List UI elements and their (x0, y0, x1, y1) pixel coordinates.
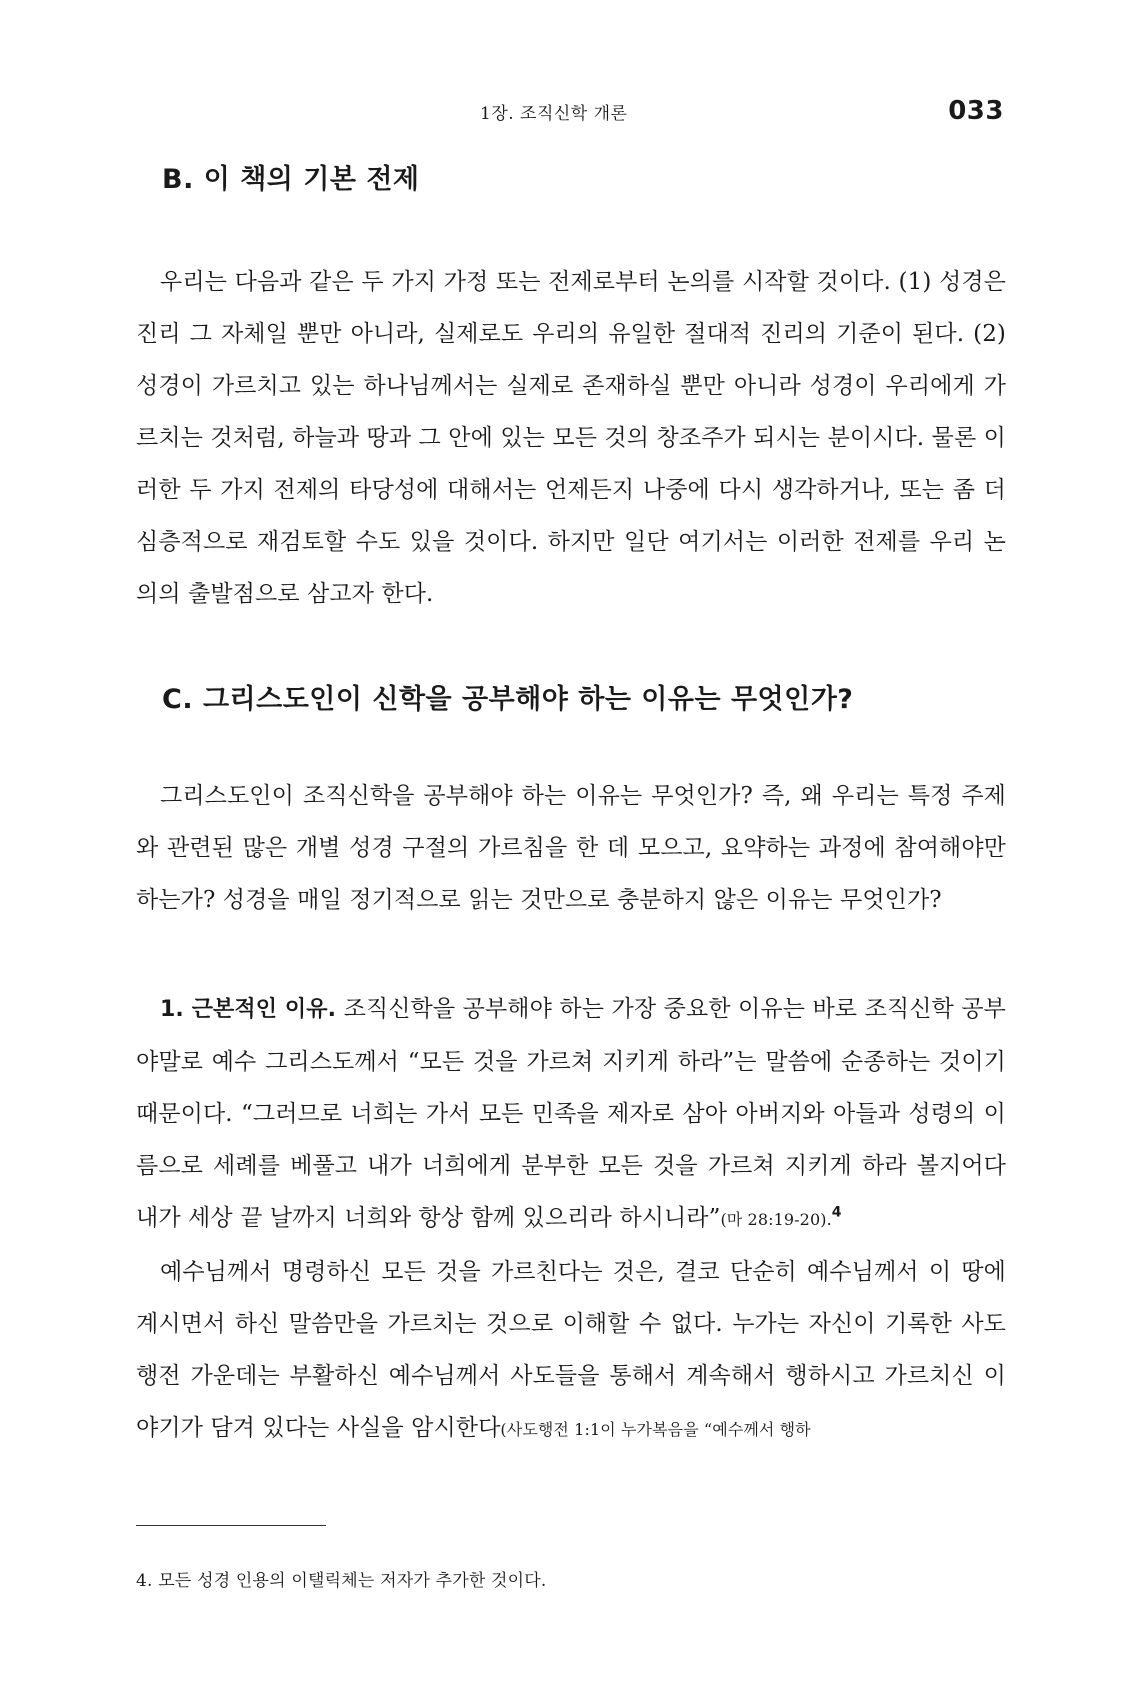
section-c-heading: C. 그리스도인이 신학을 공부해야 하는 이유는 무엇인가? (162, 684, 854, 715)
footnote-divider (136, 1525, 326, 1526)
footnote-reference[interactable]: 4 (831, 1204, 842, 1221)
section-b-heading: B. 이 책의 기본 전제 (162, 164, 420, 195)
subsection-1-paragraph-2 (136, 1246, 1006, 1456)
subsection-1-text-2: 예수님께서 명령하신 모든 것을 가르친다는 것은, 결코 단순히 예수님께서 이 땅에 계시면서 하신 말씀만을 가르치는 것으로 이해할 수 없다. 누가는 자신이 기록한 사도행전 가운데는 부활하신 예수님께서 사도들을 통해서 계속해서 행하시고 가르치신 이야기가 담겨 있다는 사실을 암시한다 (136, 1259, 1006, 1441)
page-number: 033 (948, 96, 1004, 126)
running-head (400, 96, 1004, 126)
scripture-citation: (마 28:19-20). (720, 1210, 832, 1229)
section-b-paragraph: 우리는 다음과 같은 두 가지 가정 또는 전제로부터 논의를 시작할 것이다. (1) 성경은 진리 그 자체일 뿐만 아니라, 실제로도 우리의 유일한 절대적 진리의 기준이 된다. (2) 성경이 가르치고 있는 하나님께서는 실제로 존재하실 뿐만 아니라 성경이 우리에게 가르치는 것처럼, 하늘과 땅과 그 안에 있는 모든 것의 창조주가 되시는 분이시다. 물론 이러한 두 가지 전제의 타당성에 대해서는 언제든지 나중에 다시 생각하거나, 또는 좀 더 심층적으로 재검토할 수도 있을 것이다. 하지만 일단 여기서는 이러한 전제를 우리 논의의 출발점으로 삼고자 한다. (136, 269, 1006, 607)
page-body (136, 150, 1006, 1456)
subsection-1-paragraph (136, 983, 1006, 1246)
section-c-paragraph: 그리스도인이 조직신학을 공부해야 하는 이유는 무엇인가? 즉, 왜 우리는 특정 주제와 관련된 많은 개별 성경 구절의 가르침을 한 데 모으고, 요약하는 과정에 참여해야만 하는가? 성경을 매일 정기적으로 읽는 것만으로 충분하지 않은 이유는 무엇인가? (136, 783, 1006, 913)
chapter-title: 1장. 조직신학 개론 (480, 104, 628, 124)
footnote-text: 4. 모든 성경 인용의 이탤릭체는 저자가 추가한 것이다. (136, 1571, 547, 1591)
acts-note: (사도행전 1:1이 누가복음을 “예수께서 행하 (500, 1420, 811, 1439)
subsection-1-text: 조직신학을 공부해야 하는 가장 중요한 이유는 바로 조직신학 공부야말로 예수 그리스도께서 “모든 것을 가르쳐 지키게 하라”는 말씀에 순종하는 것이기 때문이다. “그러므로 너희는 가서 모든 민족을 제자로 삼아 아버지와 아들과 성령의 이름으로 세례를 베풀고 내가 너희에게 분부한 모든 것을 가르쳐 지키게 하라 볼지어다 내가 세상 끝 날까지 너희와 항상 함께 있으리라 하시니라” (136, 996, 1006, 1231)
subsection-1-heading: 1. 근본적인 이유. (160, 997, 337, 1022)
